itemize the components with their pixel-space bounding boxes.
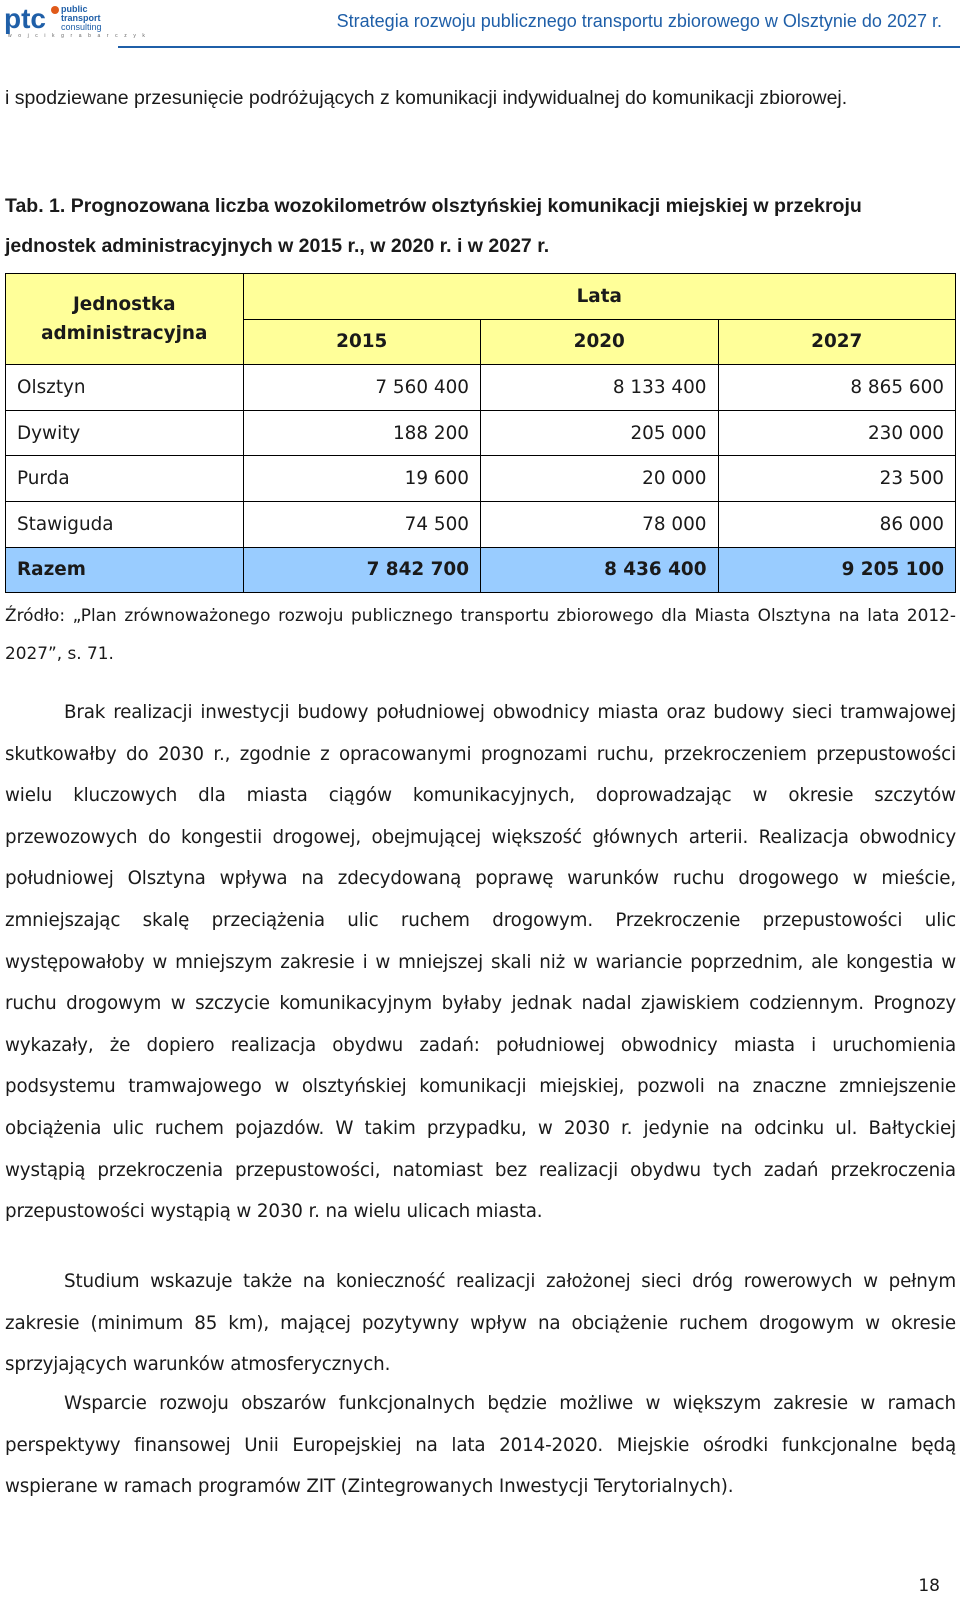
row-value: 78 000 <box>481 501 719 547</box>
svg-text:ptc: ptc <box>4 3 46 34</box>
row-value: 230 000 <box>718 410 956 456</box>
row-value: 19 600 <box>243 456 481 502</box>
svg-text:consulting: consulting <box>61 22 102 32</box>
row-value: 86 000 <box>718 501 956 547</box>
table-row <box>6 410 956 456</box>
forecast-table <box>5 273 956 593</box>
total-value: 9 205 100 <box>718 547 956 593</box>
company-logo <box>4 2 148 40</box>
body-paragraph: Studium wskazuje także na konieczność realizacji założonej sieci dróg rowerowych w pełnym zakresie (minimum 85 km), mającej pozytywny wpływ na obciążenie ruchem drogowym w okresie sprzyjających warunków atmosferycznych. <box>5 1271 956 1376</box>
document-title: Strategia rozwoju publicznego transportu zbiorowego w Olsztynie do 2027 r. <box>336 11 942 31</box>
header-year: 2020 <box>481 319 719 365</box>
row-value: 8 133 400 <box>481 365 719 411</box>
row-value: 8 865 600 <box>718 365 956 411</box>
body-paragraph: Brak realizacji inwestycji budowy południowej obwodnicy miasta oraz budowy sieci tramwajowej skutkowałby do 2030 r., zgodnie z opracowanymi prognozami ruchu, przekroczeniem przepustowości wielu kluczowych dla miasta ciągów komunikacyjnych, doprowadzając w okresie szczytów przewozowych do kongestii drogowej, obejmującej większość głównych arterii. Realizacja obwodnicy południowej Olsztyna wpływa na zdecydowaną poprawę warunków ruchu drogowego w mieście, zmniejszając skalę przeciążenia ulic ruchem drogowym. Przekroczenie przepustowości ulic występowałoby w mniejszym zakresie i w mniejszej skali niż w wariancie poprzednim, ale kongestia w ruchu drogowym w szczycie komunikacyjnym byłaby jednak nadal zjawiskiem codziennym. Prognozy wykazały, że dopiero realizacja obydwu zadań: południowej obwodnicy miasta i uruchomienia podsystemu tramwajowego w olsztyńskiej komunikacji miejskiej, pozwoli na znaczne zmniejszenie obciążenia ulic ruchem pojazdów. W takim przypadku, w 2030 r. jedynie na odcinku ul. Bałtyckiej wystąpią przekroczenia przepustowości, natomiast bez realizacji obydwu tych zadań przekroczenia przepustowości wystąpią w 2030 r. na wielu ulicach miasta. <box>5 702 956 1223</box>
table-caption: Tab. 1. Prognozowana liczba wozokilometrów olsztyńskiej komunikacji miejskiej w przekroju jednostek administracyjnych w 2015 r., w 2020 r. i w 2027 r. <box>5 195 862 257</box>
header-divider <box>118 46 960 48</box>
intro-paragraph: i spodziewane przesunięcie podróżujących z komunikacji indywidualnej do komunikacji zbiorowej. <box>5 87 848 109</box>
svg-text:public: public <box>61 4 88 14</box>
header-administrative-unit: Jednostka administracyjna <box>6 274 244 365</box>
body-paragraph: Wsparcie rozwoju obszarów funkcjonalnych będzie możliwe w większym zakresie w ramach perspektywy finansowej Unii Europejskiej na lata 2014-2020. Miejskie ośrodki funkcjonalne będą wspierane w ramach programów ZIT (Zintegrowanych Inwestycji Terytorialnych). <box>5 1393 956 1498</box>
page-header <box>0 0 960 50</box>
row-value: 23 500 <box>718 456 956 502</box>
row-unit-name: Purda <box>6 456 244 502</box>
row-value: 205 000 <box>481 410 719 456</box>
total-label: Razem <box>6 547 244 593</box>
table-row <box>6 365 956 411</box>
table-row <box>6 456 956 502</box>
header-year: 2015 <box>243 319 481 365</box>
table-source: Źródło: „Plan zrównoważonego rozwoju publicznego transportu zbiorowego dla Miasta Olsztyna na lata 2012-2027”, s. 71. <box>5 605 956 663</box>
svg-text:w o j c i k g r a b a r c z y: w o j c i k g r a b a r c z y k <box>8 33 148 39</box>
header-year: 2027 <box>718 319 956 365</box>
row-unit-name: Olsztyn <box>6 365 244 411</box>
row-value: 188 200 <box>243 410 481 456</box>
page-number: 18 <box>918 1576 940 1596</box>
row-value: 7 560 400 <box>243 365 481 411</box>
row-unit-name: Dywity <box>6 410 244 456</box>
total-value: 7 842 700 <box>243 547 481 593</box>
row-value: 20 000 <box>481 456 719 502</box>
header-years-group: Lata <box>243 274 956 320</box>
row-unit-name: Stawiguda <box>6 501 244 547</box>
table-row <box>6 501 956 547</box>
row-value: 74 500 <box>243 501 481 547</box>
table-total-row <box>6 547 956 593</box>
svg-text:transport: transport <box>61 13 101 23</box>
total-value: 8 436 400 <box>481 547 719 593</box>
